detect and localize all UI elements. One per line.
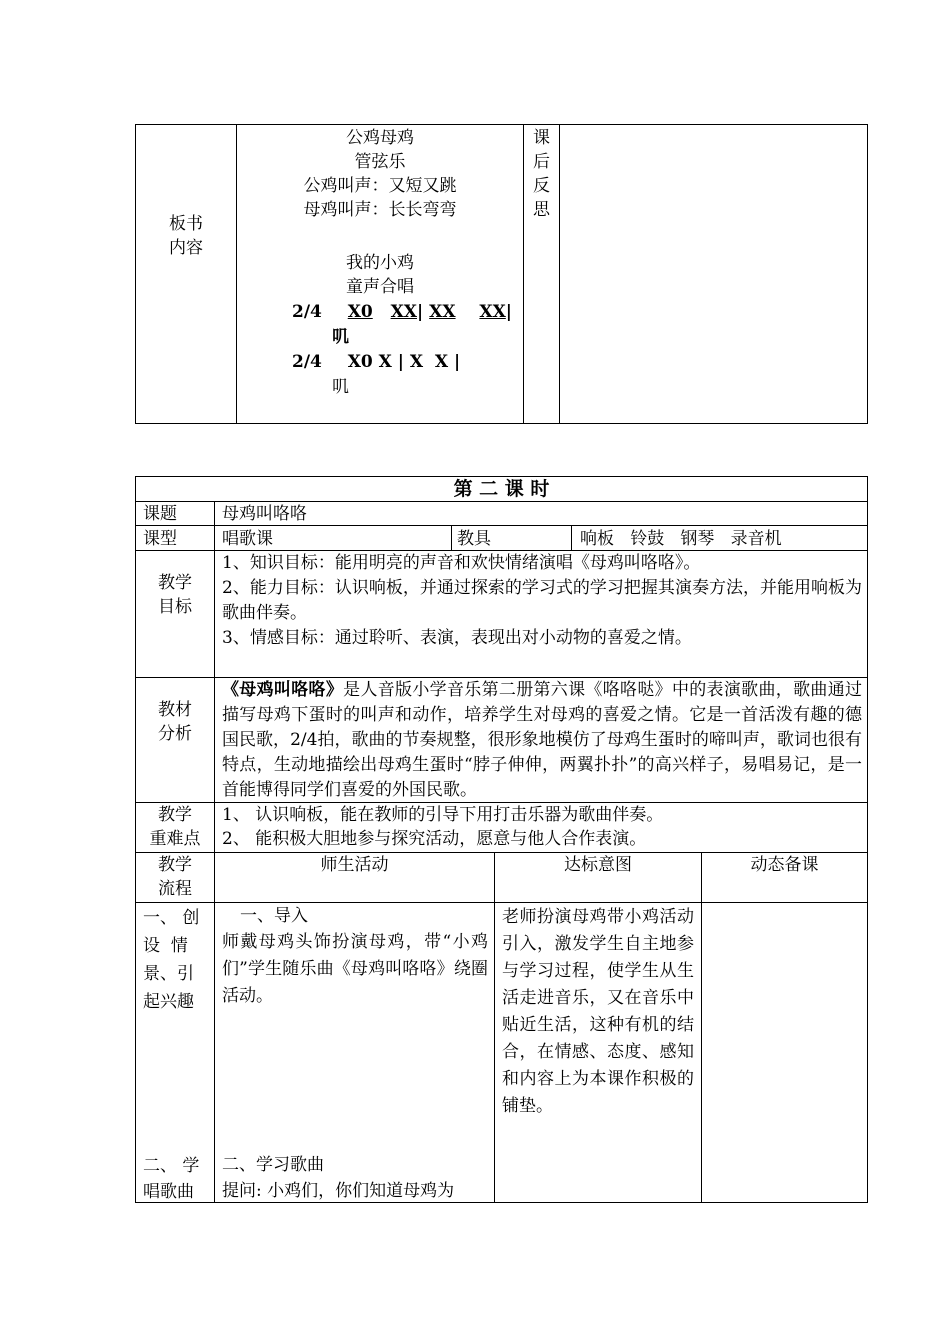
goals-label: 教学 目标: [158, 573, 192, 617]
analysis-label: 教材 分析: [158, 700, 192, 744]
flow-notes-header: 动态备课: [750, 855, 819, 875]
rhythm-line-1: 2/4 X0 XX| XX XX|: [292, 302, 512, 322]
type-label: 课型: [143, 529, 177, 549]
difficulty-text: 1、 认识响板，能在教师的引导下用打击乐器为歌曲伴奏。 2、 能积极大胆地参与探究活动，愿意与他人合作表演。: [222, 805, 664, 849]
step2-process: 二、 学 唱歌曲: [143, 1156, 200, 1202]
step1-intent: 老师扮演母鸡带小鸡活动引入，激发学生自主地参与学习过程，使学生从生活走进音乐，又在音乐中贴近生活，这种有机的结合，在情感、态度、感知和内容上为本课作积极的铺垫。: [502, 907, 694, 1116]
difficulty-label: 教学 重难点: [149, 805, 201, 849]
flow-process-header: 教学 流程: [158, 855, 192, 899]
board-content-upper: 公鸡母鸡 管弦乐 公鸡叫声：又短又跳 母鸡叫声：长长弯弯: [303, 128, 457, 220]
lesson-title: 第 二 课 时: [453, 478, 550, 500]
step2-heading: 二、学习歌曲: [222, 1155, 324, 1175]
flow-activity-header: 师生活动: [320, 855, 389, 875]
rhythm-lyric-2: 叽: [332, 377, 349, 397]
rhythm-line-2: 2/4 X0 X | X X |: [292, 352, 461, 372]
tools-label: 教具: [457, 529, 491, 549]
rhythm-lyric-1: 叽: [332, 327, 349, 347]
board-content-lower: 我的小鸡 童声合唱: [346, 253, 414, 297]
step1-heading: 一、导入: [240, 906, 308, 926]
topic-label: 课题: [143, 504, 177, 524]
analysis-text: 《母鸡叫咯咯》是人音版小学音乐第二册第六课《咯咯哒》中的表演歌曲，歌曲通过描写母鸡下蛋时的叫声和动作，培养学生对母鸡的喜爱之情。它是一首活泼有趣的德国民歌，2/4拍，歌曲的节奏规整，很形象地模仿了母鸡生蛋时的啼叫声，歌词也很有特点，生动地描绘出母鸡生蛋时“脖子伸伸，两翼扑扑”的高兴样子，易唱易记，是一首能博得同学们喜爱的外国民歌。: [222, 680, 863, 800]
step1-activity: 师戴母鸡头饰扮演母鸡，带“小鸡们”学生随乐曲《母鸡叫咯咯》绕圈活动。: [222, 932, 488, 1006]
flow-intent-header: 达标意图: [564, 855, 632, 875]
step1-process: 一、 创 设 情 景、引 起兴趣: [143, 908, 200, 1012]
board-label: 板书 内容: [169, 214, 203, 258]
goals-text: 1、知识目标：能用明亮的声音和欢快情绪演唱《母鸡叫咯咯》。 2、能力目标：认识响板，并通过探索的学习式的学习把握其演奏方法，并能用响板为歌曲伴奏。 3、情感目标：通过聆听、表演，表现出对小动物的喜爱之情。: [222, 553, 862, 648]
tools-value: 响板 铃鼓 钢琴 录音机: [580, 529, 782, 549]
type-value: 唱歌课: [222, 529, 273, 549]
reflection-label: 课 后 反 思: [533, 128, 550, 220]
topic-value: 母鸡叫咯咯: [222, 504, 307, 524]
step2-activity: 提问: 小鸡们，你们知道母鸡为: [222, 1181, 455, 1201]
